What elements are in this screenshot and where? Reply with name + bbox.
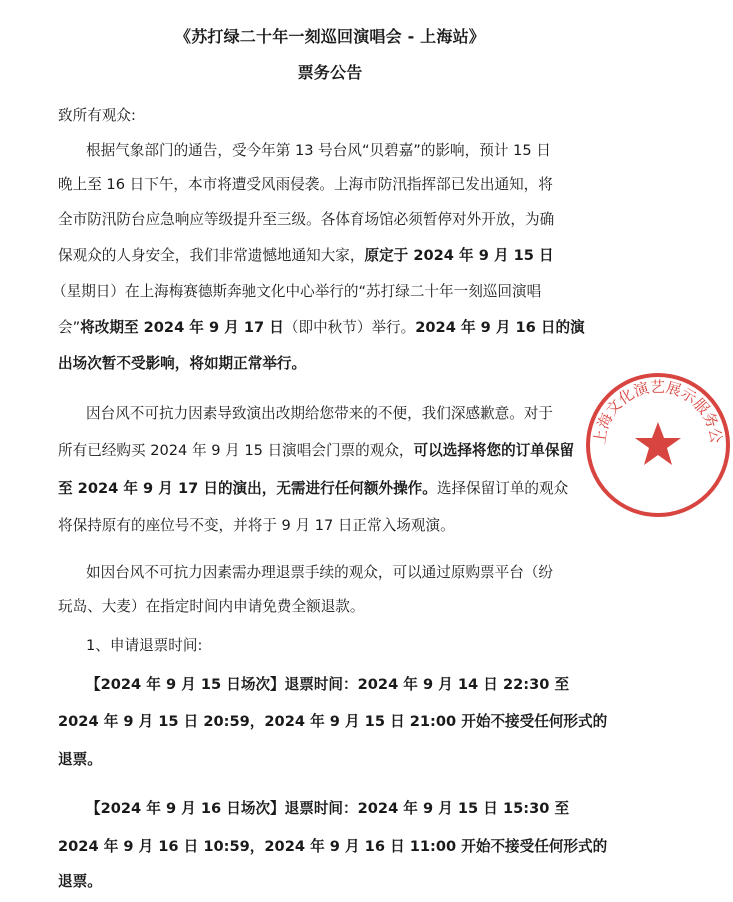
refund15-line3: 退票。 [58,751,102,768]
refund16-line1: 【2024 年 9 月 16 日场次】退票时间：2024 年 9 月 15 日 15:30 至 [86,800,570,817]
p1-line7: 出场次暂不受影响，将如期正常举行。 [58,355,307,372]
p1-line4-normal: 保观众的人身安全，我们非常遗憾地通知大家， [58,247,365,264]
seal-graphic [583,370,733,520]
p1-line6-c: （即中秋节）举行。 [283,319,416,336]
p2-line3 [58,479,568,499]
official-seal-stamp [583,370,733,520]
p1-line6-a: 会” [58,319,81,336]
p2-line1: 因台风不可抗力因素导致演出改期给您带来的不便，我们深感歉意。对于 [86,405,554,422]
p1-line6 [58,318,585,338]
p1-line5: （星期日）在上海梅赛德斯奔驰文化中心举行的“苏打绿二十年一刻巡回演唱 [52,283,542,300]
p1-line4 [58,246,554,266]
document-subtitle: 票务公告 [297,63,363,82]
seal-text-path: 上海文化演艺展示服务公 [590,377,726,446]
p1-line1: 根据气象部门的通告，受今年第 13 号台风“贝碧嘉”的影响，预计 15 日 [86,142,551,159]
seal-star-icon [635,422,681,465]
p1-line6-d: 2024 年 9 月 16 日的演 [415,319,585,336]
greeting: 致所有观众: [58,107,136,124]
p2-line2 [58,441,574,461]
refund15-line2: 2024 年 9 月 15 日 20:59，2024 年 9 月 15 日 21:00 开始不接受任何形式的 [58,713,608,730]
document-title: 《苏打绿二十年一刻巡回演唱会 - 上海站》 [175,27,485,46]
p1-line4-bold: 原定于 2024 年 9 月 15 日 [364,247,554,264]
p3-line1: 如因台风不可抗力因素需办理退票手续的观众，可以通过原购票平台（纷 [86,564,554,581]
p2-line2-b: 可以选择将您的订单保留 [413,442,575,459]
p2-line3-b: 选择保留订单的观众 [436,480,569,497]
p1-line2: 晚上至 16 日下午，本市将遭受风雨侵袭。上海市防汛指挥部已发出通知，将 [58,176,553,193]
p2-line4: 将保持原有的座位号不变，并将于 9 月 17 日正常入场观演。 [58,517,455,534]
refund16-line3: 退票。 [58,873,102,890]
refund16-line2: 2024 年 9 月 16 日 10:59，2024 年 9 月 16 日 11:00 开始不接受任何形式的 [58,838,608,855]
section-refund-time: 1、申请退票时间: [86,637,203,654]
p2-line3-a: 至 2024 年 9 月 17 日的演出，无需进行任何额外操作。 [58,480,437,497]
p3-line2: 玩岛、大麦）在指定时间内申请免费全额退款。 [58,598,365,615]
p1-line3: 全市防汛防台应急响应等级提升至三级。各体育场馆必须暂停对外开放，为确 [58,211,555,228]
refund15-line1: 【2024 年 9 月 15 日场次】退票时间：2024 年 9 月 14 日 22:30 至 [86,676,570,693]
p1-line6-b: 将改期至 2024 年 9 月 17 日 [80,319,284,336]
p2-line2-a: 所有已经购买 2024 年 9 月 15 日演唱会门票的观众， [58,442,414,459]
